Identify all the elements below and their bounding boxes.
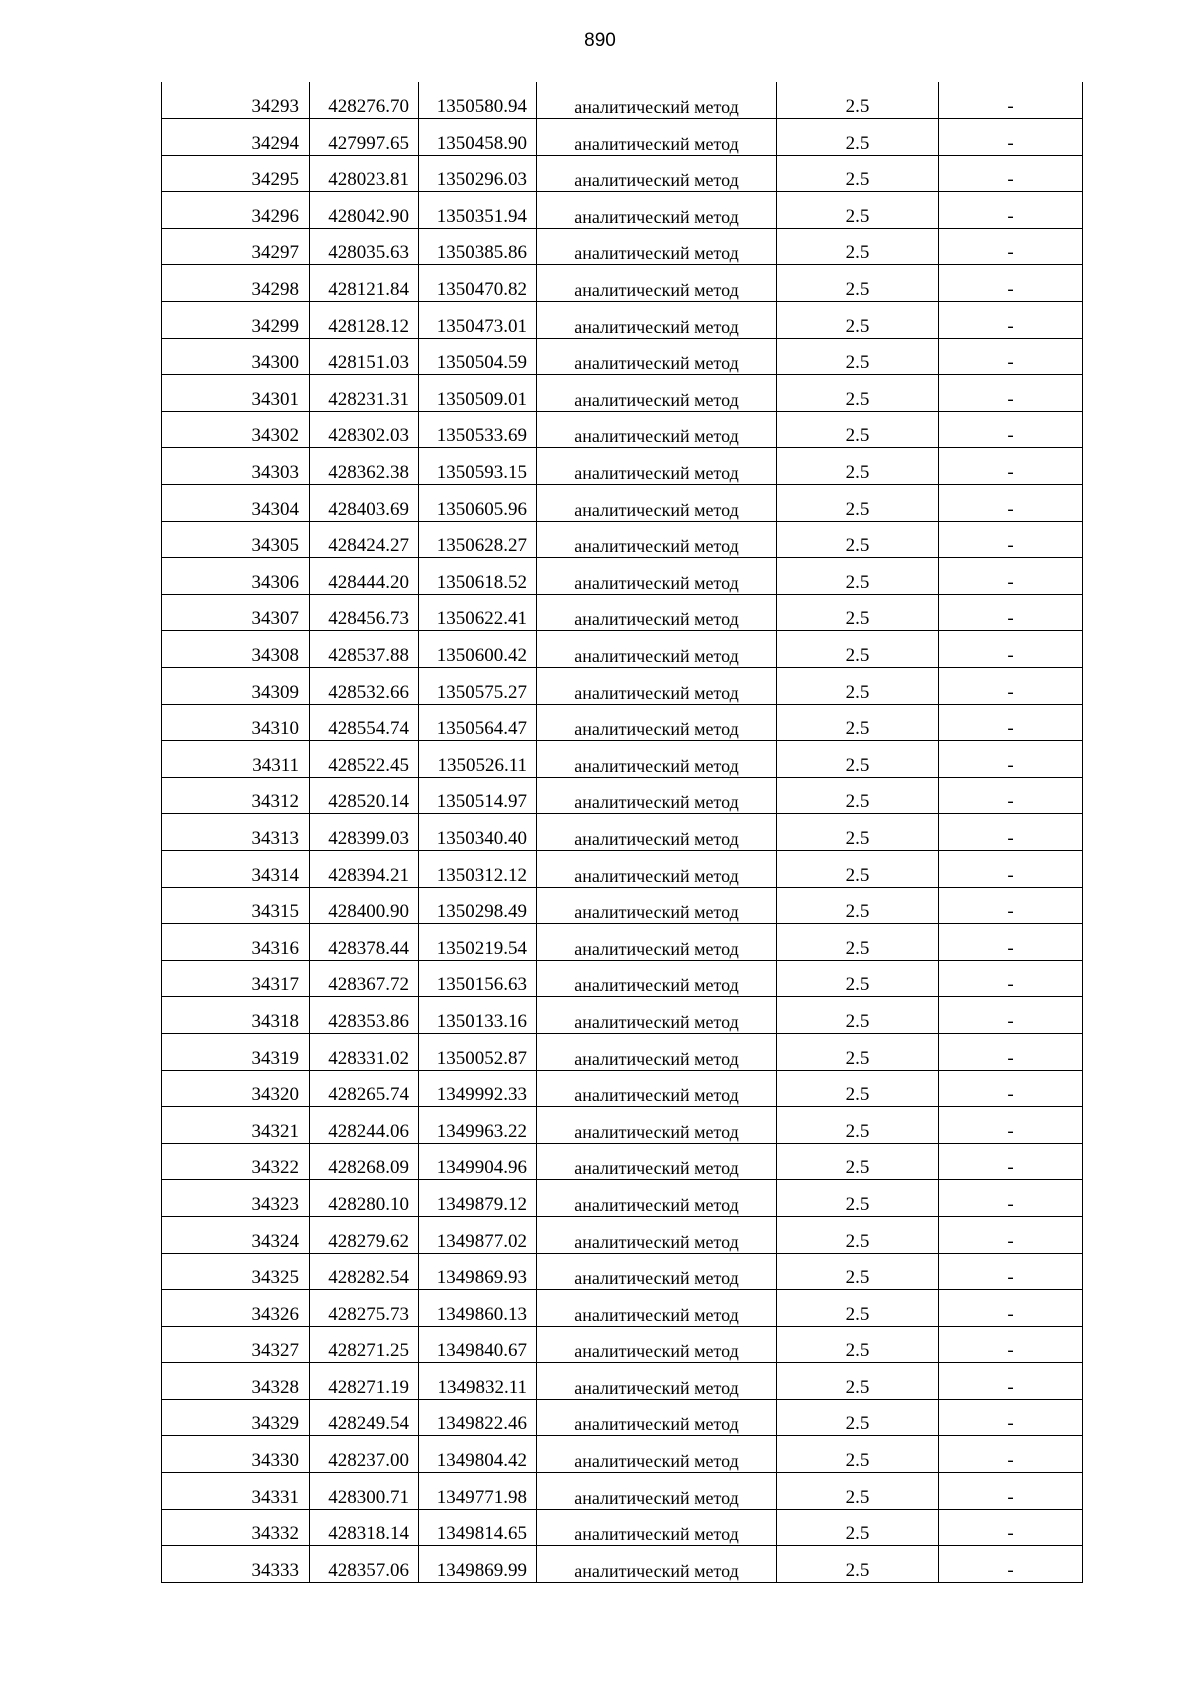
method-cell: аналитический метод — [537, 1180, 777, 1217]
table-row — [162, 338, 1083, 375]
x-coordinate-cell: 428522.45 — [310, 741, 419, 778]
method-cell: аналитический метод — [537, 924, 777, 961]
accuracy-cell: 2.5 — [777, 485, 939, 522]
x-coordinate-cell: 428231.31 — [310, 375, 419, 412]
table-row — [162, 1546, 1083, 1583]
y-coordinate-cell: 1349804.42 — [419, 1436, 537, 1473]
description-cell: - — [939, 1546, 1083, 1583]
accuracy-cell: 2.5 — [777, 814, 939, 851]
accuracy-cell: 2.5 — [777, 1070, 939, 1107]
method-cell: аналитический метод — [537, 1546, 777, 1583]
x-coordinate-cell: 428318.14 — [310, 1509, 419, 1546]
y-coordinate-cell: 1350622.41 — [419, 594, 537, 631]
description-cell: - — [939, 1180, 1083, 1217]
table-row — [162, 850, 1083, 887]
method-cell: аналитический метод — [537, 1326, 777, 1363]
accuracy-cell: 2.5 — [777, 1253, 939, 1290]
point-number-cell: 34315 — [162, 887, 310, 924]
point-number-cell: 34317 — [162, 960, 310, 997]
description-cell: - — [939, 521, 1083, 558]
y-coordinate-cell: 1350052.87 — [419, 1033, 537, 1070]
point-number-cell: 34330 — [162, 1436, 310, 1473]
y-coordinate-cell: 1349879.12 — [419, 1180, 537, 1217]
point-number-cell: 34329 — [162, 1399, 310, 1436]
point-number-cell: 34325 — [162, 1253, 310, 1290]
y-coordinate-cell: 1350605.96 — [419, 485, 537, 522]
table-row — [162, 668, 1083, 705]
method-cell: аналитический метод — [537, 338, 777, 375]
point-number-cell: 34309 — [162, 668, 310, 705]
description-cell: - — [939, 192, 1083, 229]
x-coordinate-cell: 428444.20 — [310, 558, 419, 595]
description-cell: - — [939, 1033, 1083, 1070]
description-cell: - — [939, 558, 1083, 595]
x-coordinate-cell: 428520.14 — [310, 777, 419, 814]
point-number-cell: 34331 — [162, 1473, 310, 1510]
y-coordinate-cell: 1349992.33 — [419, 1070, 537, 1107]
table-row — [162, 960, 1083, 997]
method-cell: аналитический метод — [537, 228, 777, 265]
y-coordinate-cell: 1350600.42 — [419, 631, 537, 668]
point-number-cell: 34305 — [162, 521, 310, 558]
method-cell: аналитический метод — [537, 558, 777, 595]
y-coordinate-cell: 1350504.59 — [419, 338, 537, 375]
description-cell: - — [939, 594, 1083, 631]
description-cell: - — [939, 887, 1083, 924]
x-coordinate-cell: 428302.03 — [310, 411, 419, 448]
y-coordinate-cell: 1350628.27 — [419, 521, 537, 558]
method-cell: аналитический метод — [537, 1253, 777, 1290]
method-cell: аналитический метод — [537, 850, 777, 887]
method-cell: аналитический метод — [537, 375, 777, 412]
method-cell: аналитический метод — [537, 741, 777, 778]
x-coordinate-cell: 428151.03 — [310, 338, 419, 375]
table-row — [162, 1143, 1083, 1180]
point-number-cell: 34295 — [162, 155, 310, 192]
x-coordinate-cell: 428279.62 — [310, 1216, 419, 1253]
description-cell: - — [939, 1436, 1083, 1473]
table-row — [162, 1216, 1083, 1253]
description-cell: - — [939, 631, 1083, 668]
method-cell: аналитический метод — [537, 82, 777, 119]
y-coordinate-cell: 1349963.22 — [419, 1107, 537, 1144]
accuracy-cell: 2.5 — [777, 82, 939, 119]
y-coordinate-cell: 1350473.01 — [419, 302, 537, 339]
table-row — [162, 1473, 1083, 1510]
accuracy-cell: 2.5 — [777, 1107, 939, 1144]
point-number-cell: 34327 — [162, 1326, 310, 1363]
y-coordinate-cell: 1349814.65 — [419, 1509, 537, 1546]
method-cell: аналитический метод — [537, 485, 777, 522]
table-row — [162, 1033, 1083, 1070]
x-coordinate-cell: 428424.27 — [310, 521, 419, 558]
table-row — [162, 411, 1083, 448]
point-number-cell: 34298 — [162, 265, 310, 302]
table-row — [162, 814, 1083, 851]
accuracy-cell: 2.5 — [777, 1290, 939, 1327]
table-row — [162, 1399, 1083, 1436]
accuracy-cell: 2.5 — [777, 338, 939, 375]
point-number-cell: 34318 — [162, 997, 310, 1034]
x-coordinate-cell: 428271.25 — [310, 1326, 419, 1363]
accuracy-cell: 2.5 — [777, 1326, 939, 1363]
accuracy-cell: 2.5 — [777, 228, 939, 265]
method-cell: аналитический метод — [537, 1107, 777, 1144]
description-cell: - — [939, 668, 1083, 705]
description-cell: - — [939, 1326, 1083, 1363]
method-cell: аналитический метод — [537, 704, 777, 741]
description-cell: - — [939, 338, 1083, 375]
accuracy-cell: 2.5 — [777, 887, 939, 924]
method-cell: аналитический метод — [537, 1070, 777, 1107]
point-number-cell: 34332 — [162, 1509, 310, 1546]
method-cell: аналитический метод — [537, 594, 777, 631]
description-cell: - — [939, 1070, 1083, 1107]
y-coordinate-cell: 1350296.03 — [419, 155, 537, 192]
description-cell: - — [939, 155, 1083, 192]
accuracy-cell: 2.5 — [777, 741, 939, 778]
y-coordinate-cell: 1349832.11 — [419, 1363, 537, 1400]
y-coordinate-cell: 1349904.96 — [419, 1143, 537, 1180]
accuracy-cell: 2.5 — [777, 1399, 939, 1436]
method-cell: аналитический метод — [537, 668, 777, 705]
y-coordinate-cell: 1350385.86 — [419, 228, 537, 265]
description-cell: - — [939, 960, 1083, 997]
method-cell: аналитический метод — [537, 631, 777, 668]
accuracy-cell: 2.5 — [777, 558, 939, 595]
y-coordinate-cell: 1350526.11 — [419, 741, 537, 778]
description-cell: - — [939, 777, 1083, 814]
method-cell: аналитический метод — [537, 1363, 777, 1400]
description-cell: - — [939, 82, 1083, 119]
y-coordinate-cell: 1350533.69 — [419, 411, 537, 448]
method-cell: аналитический метод — [537, 960, 777, 997]
x-coordinate-cell: 428237.00 — [310, 1436, 419, 1473]
y-coordinate-cell: 1350219.54 — [419, 924, 537, 961]
table-row — [162, 594, 1083, 631]
accuracy-cell: 2.5 — [777, 265, 939, 302]
x-coordinate-cell: 428244.06 — [310, 1107, 419, 1144]
point-number-cell: 34316 — [162, 924, 310, 961]
x-coordinate-cell: 428399.03 — [310, 814, 419, 851]
accuracy-cell: 2.5 — [777, 1546, 939, 1583]
point-number-cell: 34326 — [162, 1290, 310, 1327]
x-coordinate-cell: 428282.54 — [310, 1253, 419, 1290]
x-coordinate-cell: 428276.70 — [310, 82, 419, 119]
method-cell: аналитический метод — [537, 1399, 777, 1436]
point-number-cell: 34293 — [162, 82, 310, 119]
table-row — [162, 1509, 1083, 1546]
point-number-cell: 34294 — [162, 119, 310, 156]
point-number-cell: 34306 — [162, 558, 310, 595]
accuracy-cell: 2.5 — [777, 1363, 939, 1400]
point-number-cell: 34304 — [162, 485, 310, 522]
point-number-cell: 34300 — [162, 338, 310, 375]
description-cell: - — [939, 228, 1083, 265]
method-cell: аналитический метод — [537, 1436, 777, 1473]
method-cell: аналитический метод — [537, 814, 777, 851]
point-number-cell: 34302 — [162, 411, 310, 448]
method-cell: аналитический метод — [537, 1216, 777, 1253]
point-number-cell: 34297 — [162, 228, 310, 265]
accuracy-cell: 2.5 — [777, 777, 939, 814]
method-cell: аналитический метод — [537, 1473, 777, 1510]
table-row — [162, 1070, 1083, 1107]
description-cell: - — [939, 1253, 1083, 1290]
description-cell: - — [939, 1290, 1083, 1327]
point-number-cell: 34319 — [162, 1033, 310, 1070]
table-row — [162, 1253, 1083, 1290]
table-row — [162, 704, 1083, 741]
method-cell: аналитический метод — [537, 1033, 777, 1070]
method-cell: аналитический метод — [537, 1509, 777, 1546]
accuracy-cell: 2.5 — [777, 1180, 939, 1217]
x-coordinate-cell: 427997.65 — [310, 119, 419, 156]
table-row — [162, 1107, 1083, 1144]
y-coordinate-cell: 1350564.47 — [419, 704, 537, 741]
description-cell: - — [939, 1216, 1083, 1253]
table-row — [162, 265, 1083, 302]
x-coordinate-cell: 428300.71 — [310, 1473, 419, 1510]
point-number-cell: 34311 — [162, 741, 310, 778]
method-cell: аналитический метод — [537, 997, 777, 1034]
x-coordinate-cell: 428121.84 — [310, 265, 419, 302]
description-cell: - — [939, 485, 1083, 522]
x-coordinate-cell: 428268.09 — [310, 1143, 419, 1180]
accuracy-cell: 2.5 — [777, 704, 939, 741]
description-cell: - — [939, 1363, 1083, 1400]
y-coordinate-cell: 1349822.46 — [419, 1399, 537, 1436]
x-coordinate-cell: 428353.86 — [310, 997, 419, 1034]
y-coordinate-cell: 1350580.94 — [419, 82, 537, 119]
accuracy-cell: 2.5 — [777, 375, 939, 412]
method-cell: аналитический метод — [537, 777, 777, 814]
coordinates-table — [161, 82, 1083, 1583]
accuracy-cell: 2.5 — [777, 1436, 939, 1473]
table-row — [162, 924, 1083, 961]
y-coordinate-cell: 1350618.52 — [419, 558, 537, 595]
description-cell: - — [939, 1143, 1083, 1180]
description-cell: - — [939, 1473, 1083, 1510]
point-number-cell: 34320 — [162, 1070, 310, 1107]
point-number-cell: 34314 — [162, 850, 310, 887]
table-row — [162, 997, 1083, 1034]
y-coordinate-cell: 1350351.94 — [419, 192, 537, 229]
x-coordinate-cell: 428357.06 — [310, 1546, 419, 1583]
y-coordinate-cell: 1350298.49 — [419, 887, 537, 924]
description-cell: - — [939, 704, 1083, 741]
accuracy-cell: 2.5 — [777, 668, 939, 705]
point-number-cell: 34313 — [162, 814, 310, 851]
y-coordinate-cell: 1350509.01 — [419, 375, 537, 412]
accuracy-cell: 2.5 — [777, 924, 939, 961]
table-row — [162, 1436, 1083, 1473]
description-cell: - — [939, 850, 1083, 887]
table-row — [162, 375, 1083, 412]
description-cell: - — [939, 375, 1083, 412]
accuracy-cell: 2.5 — [777, 1216, 939, 1253]
method-cell: аналитический метод — [537, 521, 777, 558]
x-coordinate-cell: 428378.44 — [310, 924, 419, 961]
table-row — [162, 192, 1083, 229]
point-number-cell: 34312 — [162, 777, 310, 814]
point-number-cell: 34301 — [162, 375, 310, 412]
y-coordinate-cell: 1350156.63 — [419, 960, 537, 997]
point-number-cell: 34333 — [162, 1546, 310, 1583]
y-coordinate-cell: 1350340.40 — [419, 814, 537, 851]
point-number-cell: 34324 — [162, 1216, 310, 1253]
table-row — [162, 521, 1083, 558]
table-row — [162, 631, 1083, 668]
point-number-cell: 34299 — [162, 302, 310, 339]
y-coordinate-cell: 1350593.15 — [419, 448, 537, 485]
table-row — [162, 558, 1083, 595]
description-cell: - — [939, 741, 1083, 778]
table-row — [162, 82, 1083, 119]
y-coordinate-cell: 1350458.90 — [419, 119, 537, 156]
table-row — [162, 119, 1083, 156]
accuracy-cell: 2.5 — [777, 1509, 939, 1546]
accuracy-cell: 2.5 — [777, 1033, 939, 1070]
table-row — [162, 1326, 1083, 1363]
table-row — [162, 448, 1083, 485]
accuracy-cell: 2.5 — [777, 997, 939, 1034]
description-cell: - — [939, 1509, 1083, 1546]
method-cell: аналитический метод — [537, 1143, 777, 1180]
method-cell: аналитический метод — [537, 887, 777, 924]
x-coordinate-cell: 428400.90 — [310, 887, 419, 924]
x-coordinate-cell: 428280.10 — [310, 1180, 419, 1217]
table-row — [162, 777, 1083, 814]
point-number-cell: 34310 — [162, 704, 310, 741]
point-number-cell: 34321 — [162, 1107, 310, 1144]
y-coordinate-cell: 1350133.16 — [419, 997, 537, 1034]
description-cell: - — [939, 411, 1083, 448]
method-cell: аналитический метод — [537, 155, 777, 192]
x-coordinate-cell: 428456.73 — [310, 594, 419, 631]
accuracy-cell: 2.5 — [777, 850, 939, 887]
description-cell: - — [939, 1107, 1083, 1144]
table-row — [162, 1180, 1083, 1217]
accuracy-cell: 2.5 — [777, 448, 939, 485]
y-coordinate-cell: 1349869.93 — [419, 1253, 537, 1290]
accuracy-cell: 2.5 — [777, 155, 939, 192]
x-coordinate-cell: 428394.21 — [310, 850, 419, 887]
table-row — [162, 302, 1083, 339]
x-coordinate-cell: 428331.02 — [310, 1033, 419, 1070]
method-cell: аналитический метод — [537, 1290, 777, 1327]
table-row — [162, 741, 1083, 778]
point-number-cell: 34308 — [162, 631, 310, 668]
accuracy-cell: 2.5 — [777, 960, 939, 997]
accuracy-cell: 2.5 — [777, 594, 939, 631]
description-cell: - — [939, 814, 1083, 851]
x-coordinate-cell: 428128.12 — [310, 302, 419, 339]
x-coordinate-cell: 428275.73 — [310, 1290, 419, 1327]
point-number-cell: 34307 — [162, 594, 310, 631]
table-row — [162, 1290, 1083, 1327]
x-coordinate-cell: 428035.63 — [310, 228, 419, 265]
y-coordinate-cell: 1349840.67 — [419, 1326, 537, 1363]
accuracy-cell: 2.5 — [777, 192, 939, 229]
description-cell: - — [939, 119, 1083, 156]
table-row — [162, 887, 1083, 924]
method-cell: аналитический метод — [537, 448, 777, 485]
point-number-cell: 34322 — [162, 1143, 310, 1180]
x-coordinate-cell: 428537.88 — [310, 631, 419, 668]
x-coordinate-cell: 428554.74 — [310, 704, 419, 741]
description-cell: - — [939, 924, 1083, 961]
table-row — [162, 228, 1083, 265]
y-coordinate-cell: 1349869.99 — [419, 1546, 537, 1583]
y-coordinate-cell: 1350575.27 — [419, 668, 537, 705]
point-number-cell: 34323 — [162, 1180, 310, 1217]
coordinates-table-body — [162, 82, 1083, 1582]
description-cell: - — [939, 265, 1083, 302]
point-number-cell: 34303 — [162, 448, 310, 485]
x-coordinate-cell: 428265.74 — [310, 1070, 419, 1107]
y-coordinate-cell: 1349771.98 — [419, 1473, 537, 1510]
accuracy-cell: 2.5 — [777, 631, 939, 668]
method-cell: аналитический метод — [537, 302, 777, 339]
x-coordinate-cell: 428023.81 — [310, 155, 419, 192]
accuracy-cell: 2.5 — [777, 1143, 939, 1180]
table-row — [162, 1363, 1083, 1400]
x-coordinate-cell: 428042.90 — [310, 192, 419, 229]
x-coordinate-cell: 428362.38 — [310, 448, 419, 485]
description-cell: - — [939, 1399, 1083, 1436]
x-coordinate-cell: 428403.69 — [310, 485, 419, 522]
accuracy-cell: 2.5 — [777, 411, 939, 448]
table-row — [162, 485, 1083, 522]
accuracy-cell: 2.5 — [777, 119, 939, 156]
y-coordinate-cell: 1350514.97 — [419, 777, 537, 814]
description-cell: - — [939, 448, 1083, 485]
y-coordinate-cell: 1350312.12 — [419, 850, 537, 887]
x-coordinate-cell: 428367.72 — [310, 960, 419, 997]
accuracy-cell: 2.5 — [777, 1473, 939, 1510]
accuracy-cell: 2.5 — [777, 302, 939, 339]
description-cell: - — [939, 302, 1083, 339]
x-coordinate-cell: 428249.54 — [310, 1399, 419, 1436]
page-number: 890 — [584, 30, 616, 51]
x-coordinate-cell: 428532.66 — [310, 668, 419, 705]
table-row — [162, 155, 1083, 192]
y-coordinate-cell: 1350470.82 — [419, 265, 537, 302]
method-cell: аналитический метод — [537, 265, 777, 302]
y-coordinate-cell: 1349860.13 — [419, 1290, 537, 1327]
point-number-cell: 34296 — [162, 192, 310, 229]
y-coordinate-cell: 1349877.02 — [419, 1216, 537, 1253]
accuracy-cell: 2.5 — [777, 521, 939, 558]
x-coordinate-cell: 428271.19 — [310, 1363, 419, 1400]
description-cell: - — [939, 997, 1083, 1034]
method-cell: аналитический метод — [537, 119, 777, 156]
point-number-cell: 34328 — [162, 1363, 310, 1400]
method-cell: аналитический метод — [537, 192, 777, 229]
method-cell: аналитический метод — [537, 411, 777, 448]
